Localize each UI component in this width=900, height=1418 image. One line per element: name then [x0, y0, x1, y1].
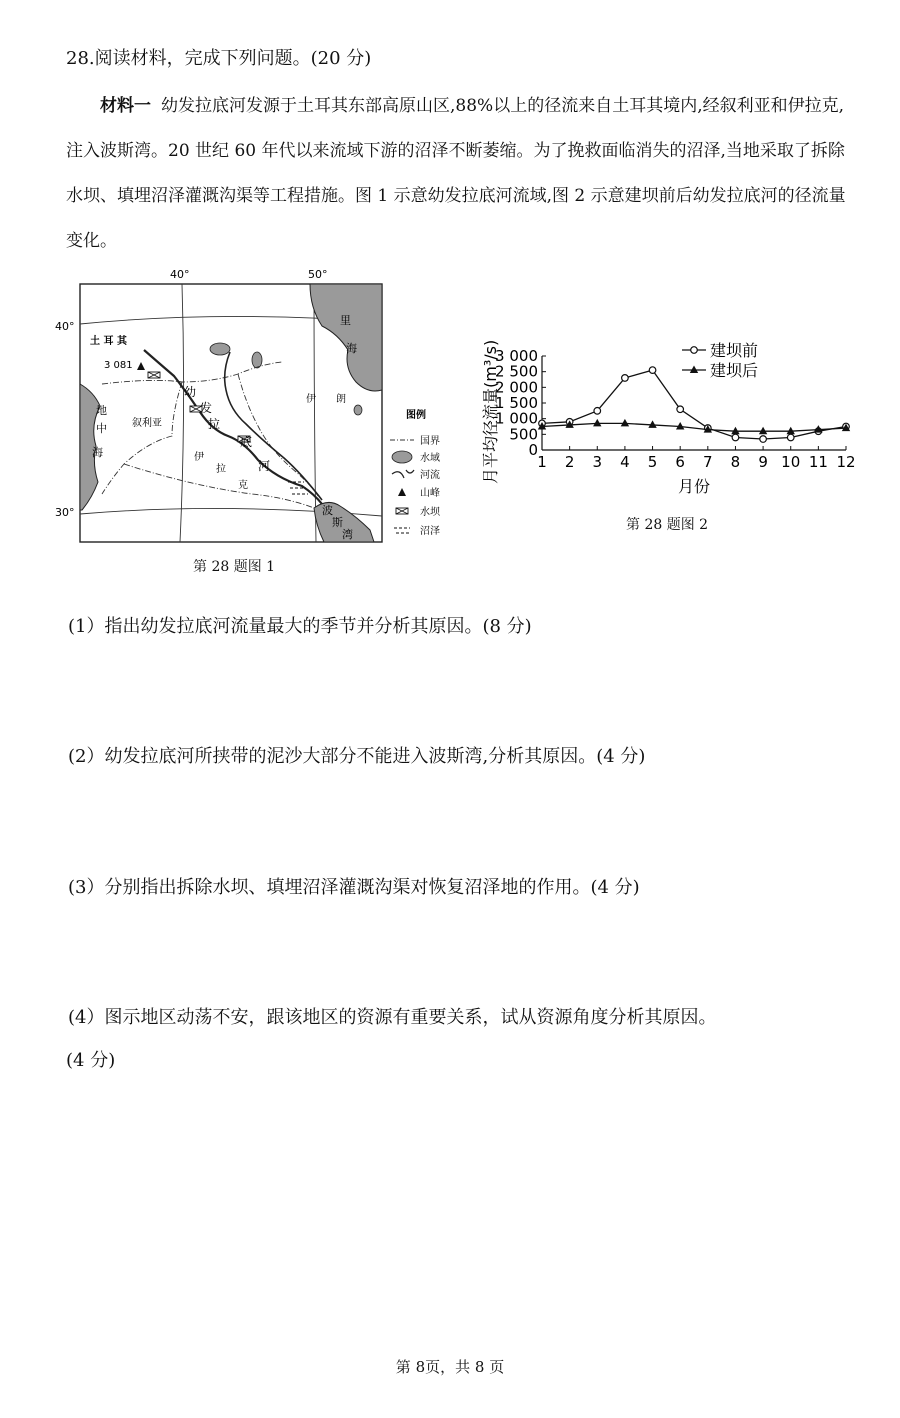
series-2-point: [621, 419, 629, 427]
lake-van: [210, 343, 230, 355]
label-med-1: 地: [96, 404, 107, 417]
y-tick-label: 1 000: [495, 409, 538, 428]
legend-peak-icon: [398, 488, 406, 496]
y-tick-label: 1 500: [495, 394, 538, 412]
series-1-point: [677, 406, 684, 413]
label-river-5: 河: [258, 459, 271, 473]
label-iraq-2: 拉: [216, 464, 226, 475]
legend-river: 河流: [420, 470, 440, 481]
label-med-3: 海: [92, 446, 103, 459]
chart-caption: 第 28 题图 2: [626, 517, 709, 533]
legend-label-2: 建坝后: [710, 361, 759, 380]
label-caspian-2: 海: [346, 342, 357, 355]
question-title: 28.阅读材料，完成下列问题。(20 分): [66, 48, 372, 69]
page-footer: 第 8页，共 8 页: [395, 1358, 505, 1376]
legend-marker-2: [690, 366, 698, 374]
legend-water-swatch: [392, 451, 412, 463]
label-iran-2: 朗: [336, 394, 346, 405]
x-tick-label: 4: [620, 453, 630, 471]
x-tick-label: 10: [781, 453, 801, 471]
legend-water: 水域: [420, 453, 440, 464]
label-gulf-3: 湾: [342, 528, 353, 541]
y-axis-title: 月平均径流量(m³/s): [481, 339, 500, 484]
x-tick-label: 2: [564, 453, 575, 471]
x-tick-label: 7: [703, 453, 713, 471]
legend-peak: 山峰: [420, 488, 440, 499]
x-tick-label: 6: [675, 453, 685, 471]
label-gulf-2: 斯: [332, 516, 343, 529]
y-tick-label: 3 000: [495, 347, 538, 365]
y-tick-label: 0: [528, 441, 538, 459]
material-text: 幼发拉底河发源于土耳其东部高原山区,88%以上的径流来自土耳其境内,经叙利亚和伊拉克,注入波斯湾。20 世纪 60 年代以来流域下游的沼泽不断萎缩。为了挽救面临消失的沼泽,当地采取了拆除水坝、填埋沼泽灌溉沟渠等工程措施。图 1 示意幼发拉底河流域,图 2 示意建坝前后幼发拉底河的径流量变化。: [66, 96, 846, 251]
subquestion-2: (2）幼发拉底河所挟带的泥沙大部分不能进入波斯湾,分析其原因。(4 分): [68, 746, 646, 767]
legend-dam: 水坝: [420, 507, 440, 518]
legend-swamp-swatch: [394, 528, 410, 533]
series-2-point: [759, 427, 767, 435]
lat-label-30: 30°: [55, 506, 75, 519]
label-river-2: 发: [200, 401, 213, 415]
x-tick-label: 5: [647, 453, 658, 471]
dam-icon: [148, 372, 160, 378]
material-paragraph: [66, 84, 856, 264]
series-1-point: [787, 434, 794, 441]
map-caption: 第 28 题图 1: [193, 559, 276, 575]
legend-river-swatch: [392, 470, 414, 478]
x-tick-label: 11: [808, 453, 828, 471]
label-turkey: 土 耳 其: [90, 336, 127, 347]
series-1-point: [732, 434, 739, 441]
label-iraq-1: 伊: [194, 452, 204, 463]
label-river-4: 底: [240, 435, 253, 449]
y-tick-label: 2 000: [495, 378, 538, 397]
label-syria: 叙利亚: [132, 418, 162, 429]
series-2-point: [593, 419, 601, 427]
lat-label-40: 40°: [55, 320, 75, 333]
euphrates-basin-map: [52, 264, 462, 554]
x-tick-label: 8: [730, 453, 741, 471]
legend-swamp: 沼泽: [420, 526, 440, 537]
subquestion-4: (4）图示地区动荡不安，跟该地区的资源有重要关系，试从资源角度分析其原因。: [68, 1007, 717, 1028]
series-1-point: [594, 408, 601, 415]
lon-label-40: 40°: [170, 268, 190, 281]
subquestion-3: (3）分别指出拆除水坝、填埋沼泽灌溉沟渠对恢复沼泽地的作用。(4 分): [68, 877, 640, 898]
series-1-point: [760, 436, 767, 443]
series-line-2: [542, 423, 846, 431]
lake-iran: [354, 405, 362, 415]
legend-title: 图例: [406, 410, 426, 421]
lake-urmia: [252, 352, 262, 368]
legend-dam-icon: [396, 508, 408, 514]
y-tick-label: 2 500: [495, 362, 538, 381]
runoff-line-chart: [470, 322, 880, 502]
x-tick-label: 9: [758, 453, 768, 471]
x-tick-label: 12: [836, 453, 856, 471]
label-med-2: 中: [96, 422, 107, 435]
material-label: 材料一: [100, 96, 151, 116]
subquestion-1: (1）指出幼发拉底河流量最大的季节并分析其原因。(8 分): [68, 616, 532, 637]
y-tick-label: 500: [509, 425, 538, 444]
lon-label-50: 50°: [308, 268, 328, 281]
legend-label-1: 建坝前: [710, 341, 759, 360]
series-1-point: [622, 375, 629, 382]
label-iran-1: 伊: [306, 394, 316, 405]
x-tick-label: 1: [537, 453, 547, 471]
label-caspian-1: 里: [340, 314, 351, 327]
legend-marker-1: [691, 347, 698, 354]
x-axis-title: 月份: [677, 477, 711, 496]
series-1-point: [649, 367, 656, 374]
x-tick-label: 3: [592, 453, 603, 471]
label-peak: 3 081: [104, 360, 133, 371]
label-river-3: 拉: [208, 417, 221, 431]
label-river-1: 幼: [184, 385, 197, 399]
subquestion-4-points: (4 分): [66, 1050, 116, 1071]
label-iraq-3: 克: [238, 480, 248, 491]
label-gulf-1: 波: [322, 504, 333, 517]
legend-border: 国界: [420, 436, 440, 447]
